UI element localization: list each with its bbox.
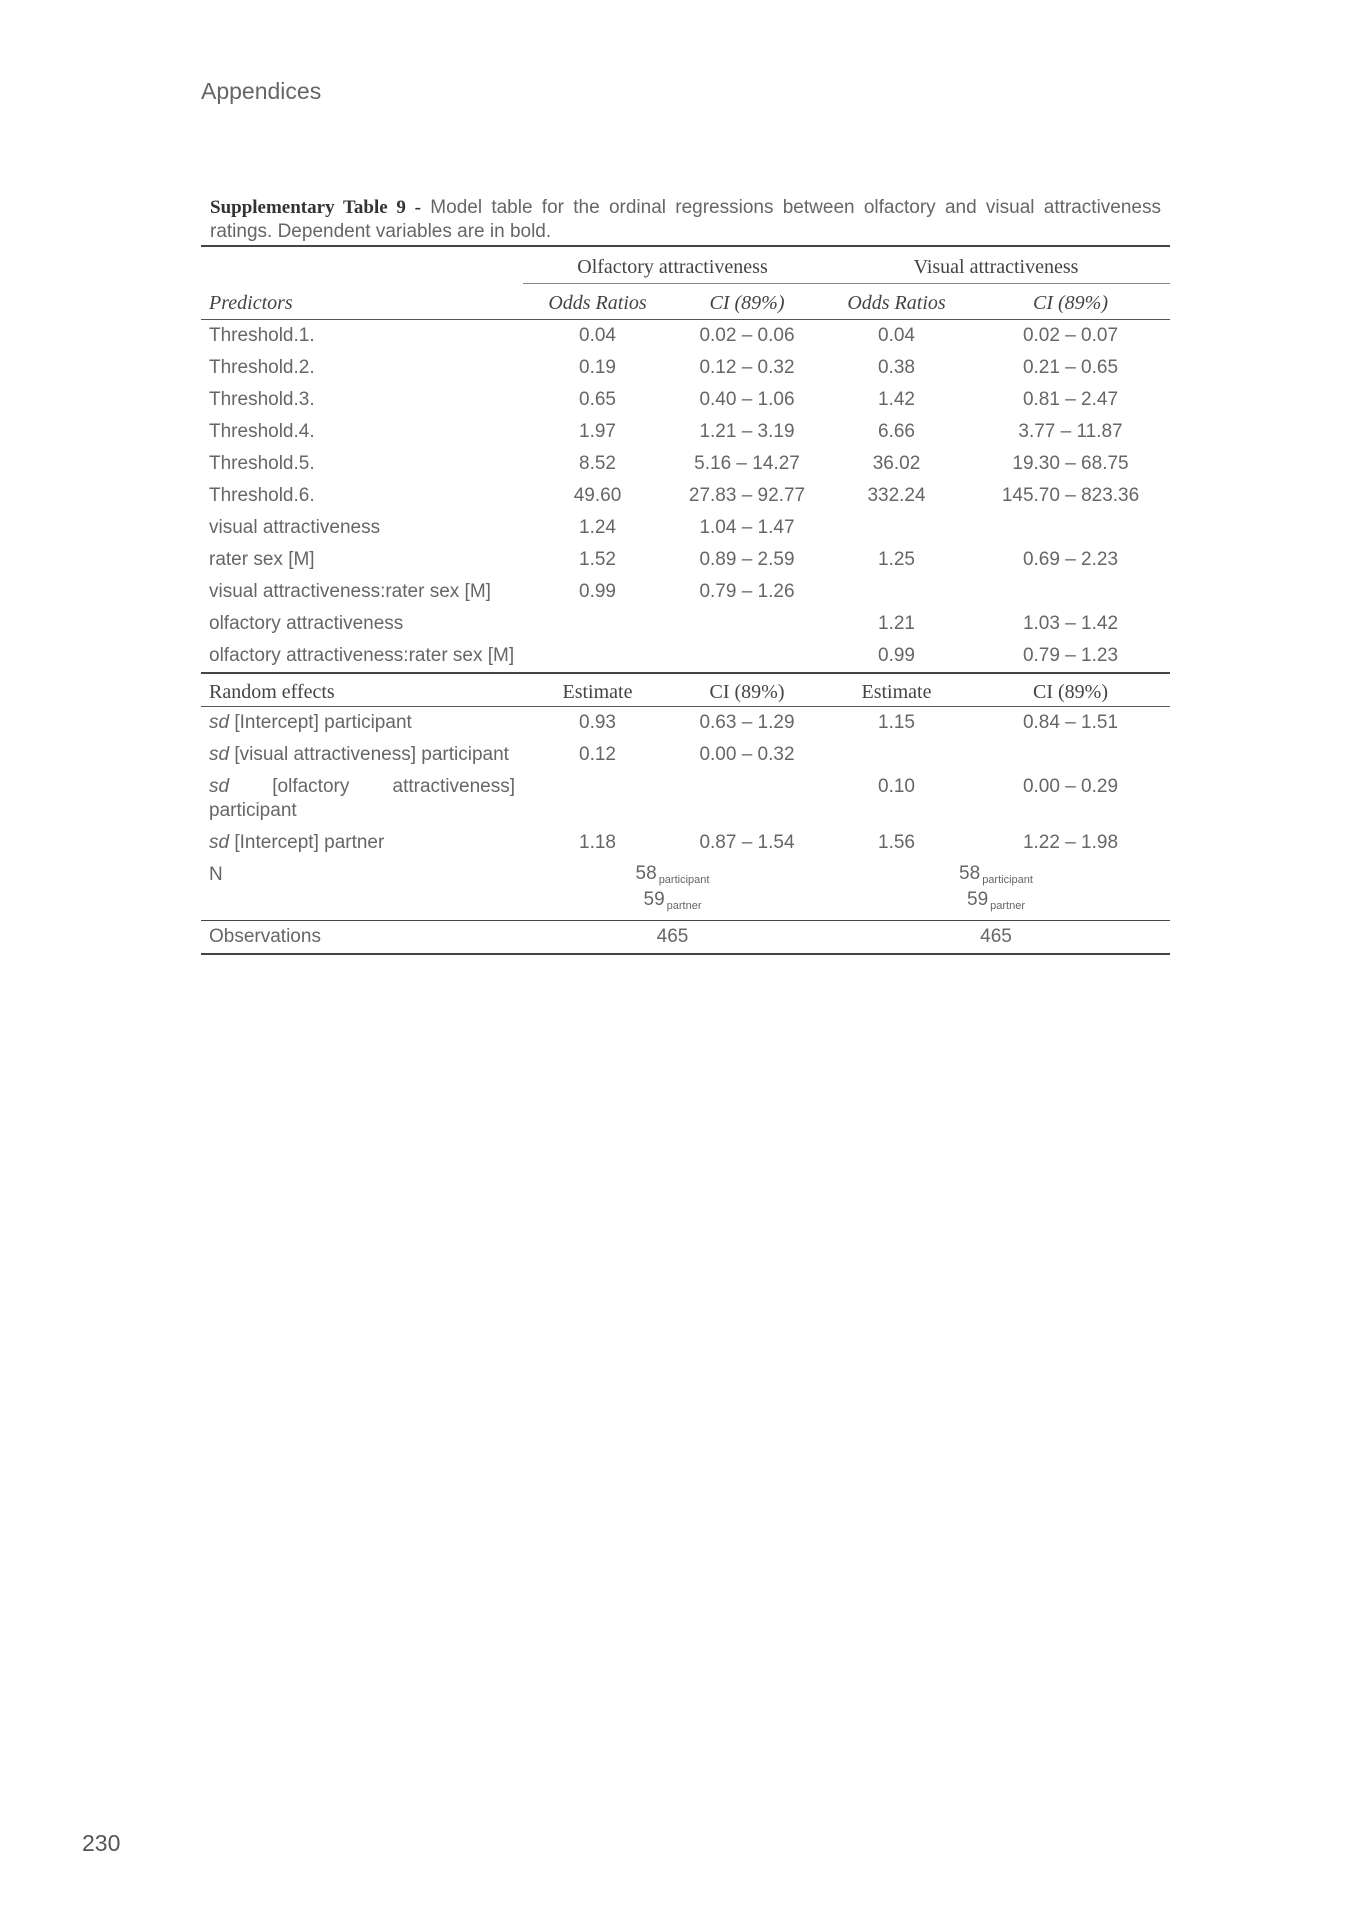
sd-label: sd (209, 712, 230, 733)
table-cell: 1.18 (579, 832, 616, 853)
random-effect-term: [Intercept] partner (234, 832, 385, 853)
table-cell: 1.21 – 3.19 (699, 421, 795, 442)
table-row (201, 576, 1170, 608)
table-cell: 0.04 (579, 325, 616, 346)
n-visual (822, 859, 1170, 921)
n-olfactory (523, 859, 822, 921)
table-cell: 1.97 (579, 421, 616, 442)
random-effect-label (201, 827, 523, 859)
predictor-label: Threshold.4. (209, 421, 315, 442)
table-cell (672, 771, 822, 827)
predictor-label: Threshold.2. (209, 357, 315, 378)
column-header: Estimate (822, 673, 971, 707)
table-cell: 0.99 (579, 581, 616, 602)
table-cell: 19.30 – 68.75 (1012, 453, 1129, 474)
table-cell (523, 640, 672, 673)
column-header: CI (89%) (672, 284, 822, 320)
predictor-label: olfactory attractiveness (209, 613, 404, 634)
table-cell: 0.87 – 1.54 (699, 832, 795, 853)
predictor-label: Threshold.1. (209, 325, 315, 346)
table-caption (201, 196, 1170, 244)
table-cell: 1.42 (878, 389, 915, 410)
group-header-blank (201, 246, 523, 284)
n-subscript: participant (658, 874, 710, 886)
table-cell: 1.25 (878, 549, 915, 570)
table-row (201, 352, 1170, 384)
table-cell: 3.77 – 11.87 (1018, 421, 1123, 442)
predictor-label: visual attractiveness:rater sex [M] (209, 581, 491, 602)
n-subscript: partner (666, 900, 702, 912)
predictor-label: Threshold.5. (209, 453, 315, 474)
n-partner (830, 890, 1162, 916)
table-row (201, 544, 1170, 576)
n-subscript: participant (982, 874, 1033, 886)
table-cell (523, 608, 672, 640)
predictor-label: rater sex [M] (209, 549, 315, 570)
table-row (201, 827, 1170, 859)
table-cell: 0.99 (878, 645, 915, 666)
observations-label: Observations (201, 921, 523, 955)
table-cell: 0.38 (878, 357, 915, 378)
column-header: CI (89%) (672, 673, 822, 707)
table-row (201, 739, 1170, 771)
table-cell: 1.56 (878, 832, 915, 853)
column-header: Odds Ratios (523, 284, 672, 320)
table-cell: 0.04 (878, 325, 915, 346)
group-header-row (201, 246, 1170, 284)
table-cell (971, 739, 1170, 771)
table-cell (672, 608, 822, 640)
group-header-visual: Visual attractiveness (822, 246, 1170, 284)
n-subscript: partner (990, 900, 1025, 912)
table-cell: 0.63 – 1.29 (699, 712, 795, 733)
table-cell: 6.66 (878, 421, 915, 442)
column-header: Odds Ratios (822, 284, 971, 320)
n-value: 59 (967, 889, 989, 910)
table-row (201, 384, 1170, 416)
table-cell: 0.12 – 0.32 (699, 357, 795, 378)
table-row (201, 707, 1170, 740)
table-cell: 0.12 (579, 744, 616, 765)
random-effect-term: [visual attractiveness] participant (234, 744, 509, 765)
table-cell: 0.21 – 0.65 (1022, 357, 1119, 378)
table-cell: 1.04 – 1.47 (699, 517, 795, 538)
table-cell (822, 576, 971, 608)
table-cell: 145.70 – 823.36 (1001, 485, 1140, 506)
random-effect-label (201, 707, 523, 740)
random-effects-header-row (201, 673, 1170, 707)
table-cell (822, 739, 971, 771)
table-cell: 332.24 (867, 485, 926, 506)
sd-label: sd (209, 776, 230, 797)
n-value: 58 (959, 863, 981, 884)
table-cell: 1.22 – 1.98 (1022, 832, 1119, 853)
n-label: N (209, 864, 223, 885)
table-row (201, 448, 1170, 480)
table-cell: 8.52 (579, 453, 616, 474)
table-cell: 0.81 – 2.47 (1022, 389, 1119, 410)
table-cell: 0.69 – 2.23 (1022, 549, 1119, 570)
table-cell: 0.79 – 1.26 (699, 581, 795, 602)
table-cell: 27.83 – 92.77 (688, 485, 806, 506)
n-value: 58 (635, 863, 657, 884)
table-cell: 36.02 (872, 453, 921, 474)
table-cell: 0.00 – 0.32 (699, 744, 795, 765)
predictor-label: visual attractiveness (209, 517, 381, 538)
table-cell (971, 576, 1170, 608)
supplementary-table-9 (201, 196, 1170, 955)
column-header: CI (89%) (971, 673, 1170, 707)
table-row (201, 320, 1170, 353)
table-cell: 0.00 – 0.29 (1022, 776, 1119, 797)
table-cell: 1.15 (878, 712, 915, 733)
n-participant (830, 864, 1162, 890)
table-cell: 0.10 (878, 776, 915, 797)
caption-text: Model table for the ordinal regressions between olfactory and visual attractiveness ratings. Dependent variables are in bold. (210, 197, 1161, 242)
running-head: Appendices (201, 78, 322, 104)
table-cell: 0.65 (579, 389, 616, 410)
predictor-label: olfactory attractiveness:rater sex [M] (209, 645, 515, 666)
table-cell (672, 640, 822, 673)
n-row (201, 859, 1170, 921)
table-cell: 0.02 – 0.07 (1022, 325, 1119, 346)
random-effect-term: [olfactory attractiveness] participant (209, 776, 515, 821)
table-cell: 0.19 (579, 357, 616, 378)
table-cell (523, 771, 672, 827)
n-participant (531, 864, 814, 890)
n-partner (531, 890, 814, 916)
sd-label: sd (209, 744, 230, 765)
table-cell: 1.24 (579, 517, 616, 538)
table-cell: 1.21 (878, 613, 915, 634)
n-value: 59 (643, 889, 665, 910)
random-effect-label (201, 739, 523, 771)
table-cell: 5.16 – 14.27 (694, 453, 800, 474)
table-cell: 1.52 (579, 549, 616, 570)
group-header-olfactory: Olfactory attractiveness (523, 246, 822, 284)
column-header: Estimate (523, 673, 672, 707)
sd-label: sd (209, 832, 230, 853)
random-effect-label (201, 771, 523, 827)
observations-visual: 465 (822, 921, 1170, 955)
table-cell: 0.40 – 1.06 (699, 389, 795, 410)
table-cell: 0.79 – 1.23 (1022, 645, 1119, 666)
table-row (201, 416, 1170, 448)
table-cell (822, 512, 971, 544)
predictors-header: Predictors (201, 284, 523, 320)
page-number: 230 (82, 1830, 121, 1856)
table-row (201, 480, 1170, 512)
table-row (201, 640, 1170, 673)
table-row (201, 608, 1170, 640)
observations-olfactory: 465 (523, 921, 822, 955)
column-header: CI (89%) (971, 284, 1170, 320)
table-cell: 0.93 (579, 712, 616, 733)
table-cell: 49.60 (573, 485, 622, 506)
fixed-header-row (201, 284, 1170, 320)
table-cell: 0.89 – 2.59 (699, 549, 795, 570)
predictor-label: Threshold.6. (209, 485, 315, 506)
table-cell: 0.02 – 0.06 (699, 325, 795, 346)
random-effects-title: Random effects (201, 673, 523, 707)
table-row (201, 771, 1170, 827)
table-cell: 1.03 – 1.42 (1022, 613, 1119, 634)
model-table (201, 245, 1170, 955)
random-effect-term: [Intercept] participant (234, 712, 412, 733)
table-cell (971, 512, 1170, 544)
table-cell: 0.84 – 1.51 (1022, 712, 1119, 733)
table-row (201, 512, 1170, 544)
predictor-label: Threshold.3. (209, 389, 315, 410)
observations-row (201, 921, 1170, 955)
caption-label: Supplementary Table 9 - (210, 197, 422, 218)
